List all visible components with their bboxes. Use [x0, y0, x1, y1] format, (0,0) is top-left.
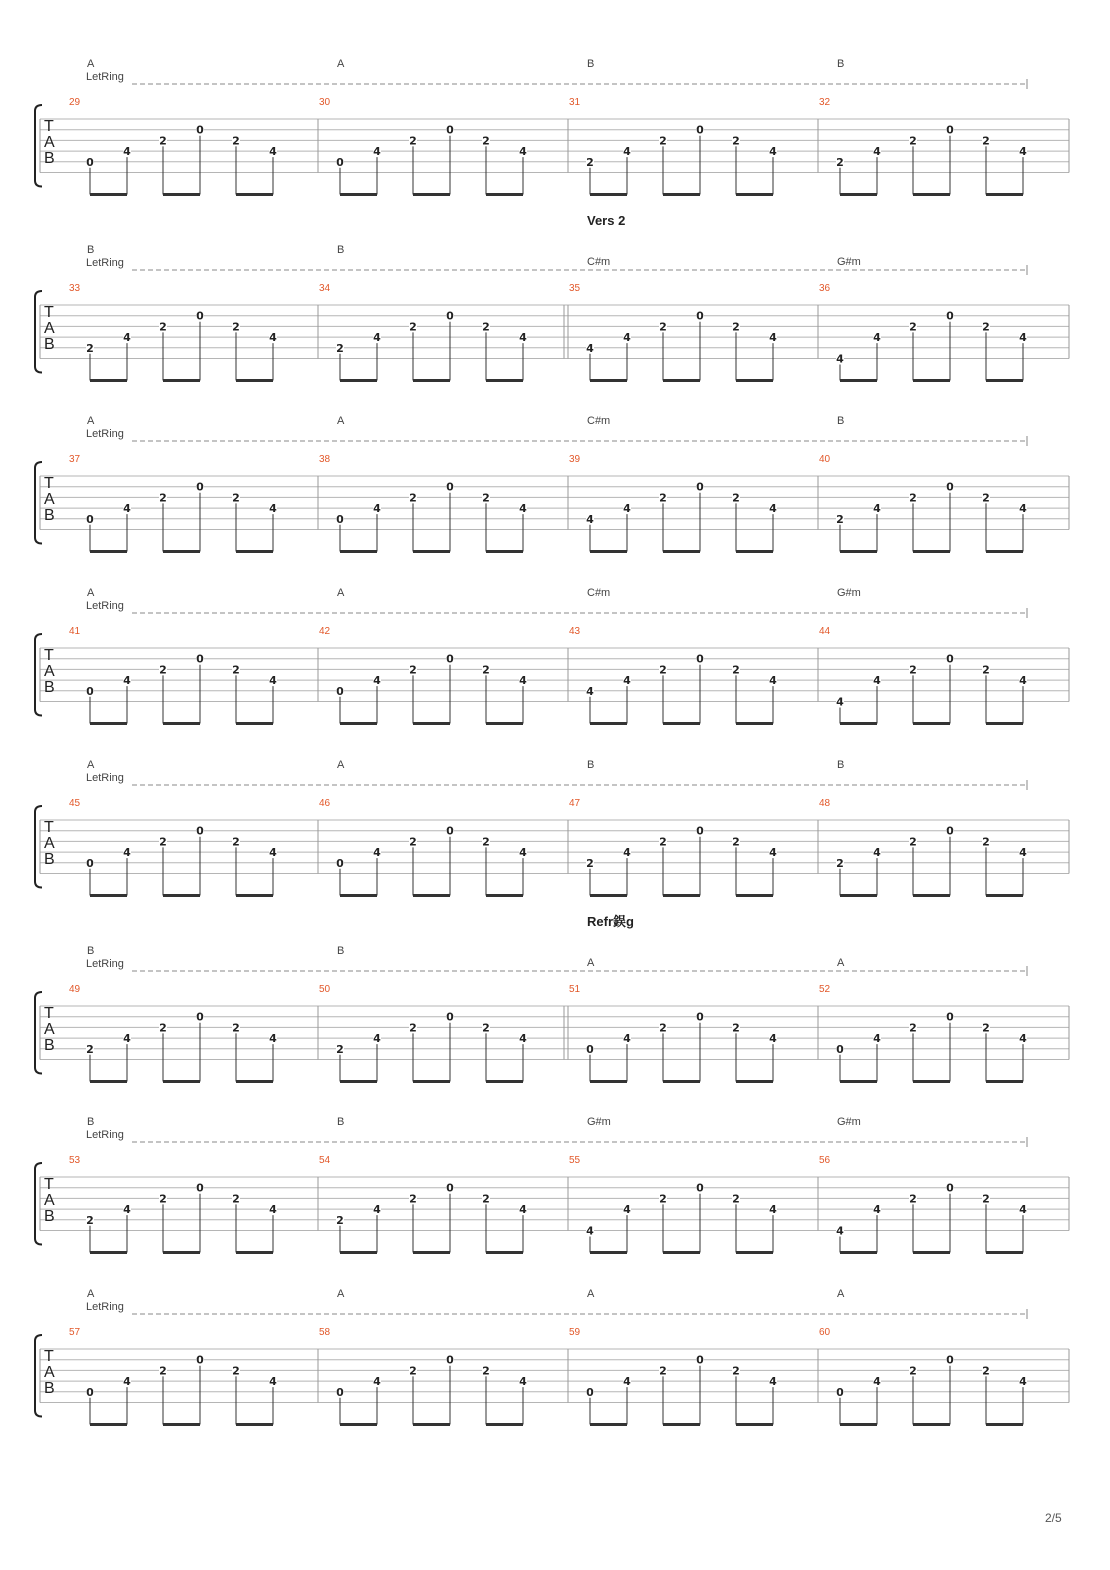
- fret-number: 4: [769, 1375, 777, 1389]
- fret-number: 4: [623, 674, 631, 688]
- fret-number: 2: [482, 663, 490, 677]
- fret-number: 0: [196, 1181, 204, 1195]
- fret-number: 2: [909, 491, 917, 505]
- fret-number: 2: [982, 1364, 990, 1378]
- fret-number: 4: [873, 1375, 881, 1389]
- bar-number: 39: [569, 454, 581, 465]
- fret-number: 4: [123, 674, 131, 688]
- chord-name: B: [587, 759, 595, 771]
- fret-number: 2: [159, 134, 167, 148]
- tab-clef-letter: T: [44, 647, 54, 664]
- fret-number: 2: [409, 1192, 417, 1206]
- fret-number: 2: [409, 663, 417, 677]
- fret-number: 4: [519, 331, 527, 345]
- chord-name: G#m: [837, 1116, 861, 1128]
- chord-name: A: [587, 1288, 595, 1300]
- fret-number: 4: [836, 352, 844, 366]
- system-bracket: [35, 105, 42, 187]
- fret-number: 4: [519, 674, 527, 688]
- fret-number: 0: [946, 480, 954, 494]
- fret-number: 4: [769, 846, 777, 860]
- fret-number: 2: [232, 663, 240, 677]
- chord-name: B: [337, 945, 345, 957]
- fret-number: 4: [123, 1032, 131, 1046]
- fret-number: 2: [909, 835, 917, 849]
- fret-number: 4: [1019, 1203, 1027, 1217]
- fret-number: 4: [769, 145, 777, 159]
- fret-number: 4: [269, 674, 277, 688]
- fret-number: 0: [446, 480, 454, 494]
- fret-number: 2: [909, 1364, 917, 1378]
- tab-clef-letter: A: [44, 491, 55, 508]
- fret-number: 0: [946, 824, 954, 838]
- tab-clef-letter: A: [44, 835, 55, 852]
- bar-number: 42: [319, 626, 331, 637]
- bar-number: 34: [319, 283, 331, 294]
- fret-number: 2: [232, 835, 240, 849]
- fret-number: 2: [409, 1364, 417, 1378]
- system-bracket: [35, 462, 42, 544]
- fret-number: 4: [1019, 846, 1027, 860]
- fret-number: 2: [982, 663, 990, 677]
- chord-name: B: [87, 1116, 95, 1128]
- chord-name: A: [337, 587, 345, 599]
- fret-number: 0: [336, 856, 344, 870]
- fret-number: 2: [336, 1042, 344, 1056]
- fret-number: 2: [482, 134, 490, 148]
- fret-number: 4: [519, 1032, 527, 1046]
- fret-number: 4: [586, 1224, 594, 1238]
- bar-number: 49: [69, 984, 81, 995]
- fret-number: 0: [696, 1010, 704, 1024]
- chord-name: A: [87, 1288, 95, 1300]
- fret-number: 2: [409, 320, 417, 334]
- fret-number: 0: [836, 1385, 844, 1399]
- fret-number: 2: [159, 491, 167, 505]
- tab-clef-letter: T: [44, 1348, 54, 1365]
- bar-number: 50: [319, 984, 331, 995]
- fret-number: 4: [873, 674, 881, 688]
- fret-number: 2: [586, 856, 594, 870]
- chord-name: A: [87, 587, 95, 599]
- fret-number: 4: [623, 1032, 631, 1046]
- fret-number: 0: [946, 123, 954, 137]
- fret-number: 4: [373, 846, 381, 860]
- fret-number: 2: [732, 663, 740, 677]
- fret-number: 2: [982, 491, 990, 505]
- fret-number: 2: [482, 1021, 490, 1035]
- bar-number: 59: [569, 1327, 581, 1338]
- fret-number: 2: [482, 1192, 490, 1206]
- fret-number: 2: [86, 1042, 94, 1056]
- fret-number: 0: [86, 155, 94, 169]
- tab-clef-letter: B: [44, 1037, 55, 1054]
- fret-number: 2: [982, 835, 990, 849]
- fret-number: 2: [336, 341, 344, 355]
- fret-number: 4: [269, 145, 277, 159]
- fret-number: 0: [196, 480, 204, 494]
- system-bracket: [35, 806, 42, 888]
- bar-number: 46: [319, 798, 331, 809]
- tab-clef-letter: A: [44, 134, 55, 151]
- bar-number: 48: [819, 798, 831, 809]
- fret-number: 0: [446, 824, 454, 838]
- chord-name: A: [837, 957, 845, 969]
- chord-name: C#m: [587, 256, 611, 268]
- fret-number: 2: [232, 1192, 240, 1206]
- page-number: 2/5: [1045, 1511, 1062, 1525]
- chord-name: A: [87, 415, 95, 427]
- section-marker: Refr鋘g: [587, 914, 634, 929]
- fret-number: 2: [159, 1192, 167, 1206]
- fret-number: 4: [269, 331, 277, 345]
- fret-number: 4: [769, 1203, 777, 1217]
- let-ring-label: LetRing: [86, 958, 124, 970]
- tab-clef-letter: B: [44, 507, 55, 524]
- bar-number: 31: [569, 97, 581, 108]
- fret-number: 4: [519, 1375, 527, 1389]
- chord-name: B: [337, 244, 345, 256]
- fret-number: 4: [873, 145, 881, 159]
- fret-number: 0: [196, 652, 204, 666]
- bar-number: 30: [319, 97, 331, 108]
- tab-clef-letter: A: [44, 1192, 55, 1209]
- fret-number: 0: [336, 1385, 344, 1399]
- tab-clef-letter: A: [44, 663, 55, 680]
- tab-clef-letter: T: [44, 475, 54, 492]
- fret-number: 4: [623, 1375, 631, 1389]
- fret-number: 2: [982, 320, 990, 334]
- fret-number: 0: [946, 652, 954, 666]
- fret-number: 2: [482, 1364, 490, 1378]
- fret-number: 0: [696, 1181, 704, 1195]
- fret-number: 4: [769, 674, 777, 688]
- tab-clef-letter: T: [44, 1005, 54, 1022]
- fret-number: 2: [232, 491, 240, 505]
- tab-clef-letter: T: [44, 1176, 54, 1193]
- fret-number: 0: [86, 1385, 94, 1399]
- fret-number: 0: [196, 309, 204, 323]
- fret-number: 4: [1019, 502, 1027, 516]
- tab-clef-letter: T: [44, 118, 54, 135]
- chord-name: B: [837, 759, 845, 771]
- fret-number: 0: [696, 1353, 704, 1367]
- bar-number: 40: [819, 454, 831, 465]
- fret-number: 2: [482, 835, 490, 849]
- fret-number: 4: [519, 846, 527, 860]
- bar-number: 47: [569, 798, 581, 809]
- fret-number: 0: [196, 123, 204, 137]
- fret-number: 4: [123, 1375, 131, 1389]
- fret-number: 4: [269, 1375, 277, 1389]
- fret-number: 4: [769, 502, 777, 516]
- fret-number: 4: [1019, 1032, 1027, 1046]
- fret-number: 0: [336, 512, 344, 526]
- fret-number: 0: [696, 480, 704, 494]
- fret-number: 2: [982, 134, 990, 148]
- bar-number: 60: [819, 1327, 831, 1338]
- bar-number: 55: [569, 1155, 581, 1166]
- fret-number: 0: [196, 1010, 204, 1024]
- fret-number: 2: [232, 320, 240, 334]
- fret-number: 4: [373, 502, 381, 516]
- chord-name: A: [337, 759, 345, 771]
- chord-name: C#m: [587, 587, 611, 599]
- chord-name: G#m: [837, 587, 861, 599]
- fret-number: 2: [482, 491, 490, 505]
- fret-number: 0: [446, 652, 454, 666]
- tab-clef-letter: A: [44, 320, 55, 337]
- fret-number: 0: [86, 512, 94, 526]
- fret-number: 2: [409, 491, 417, 505]
- fret-number: 4: [836, 695, 844, 709]
- fret-number: 2: [909, 320, 917, 334]
- fret-number: 2: [732, 1364, 740, 1378]
- fret-number: 2: [659, 1021, 667, 1035]
- chord-name: C#m: [587, 415, 611, 427]
- fret-number: 2: [909, 1021, 917, 1035]
- fret-number: 0: [836, 1042, 844, 1056]
- fret-number: 0: [946, 1010, 954, 1024]
- fret-number: 2: [659, 835, 667, 849]
- let-ring-label: LetRing: [86, 257, 124, 269]
- fret-number: 2: [909, 134, 917, 148]
- fret-number: 2: [836, 155, 844, 169]
- fret-number: 0: [196, 1353, 204, 1367]
- fret-number: 2: [336, 1213, 344, 1227]
- fret-number: 2: [732, 320, 740, 334]
- fret-number: 4: [623, 846, 631, 860]
- fret-number: 4: [373, 674, 381, 688]
- fret-number: 4: [373, 1032, 381, 1046]
- fret-number: 2: [732, 835, 740, 849]
- fret-number: 4: [123, 502, 131, 516]
- fret-number: 4: [769, 331, 777, 345]
- system-bracket: [35, 1163, 42, 1245]
- bar-number: 54: [319, 1155, 331, 1166]
- fret-number: 2: [482, 320, 490, 334]
- bar-number: 45: [69, 798, 81, 809]
- fret-number: 0: [946, 309, 954, 323]
- fret-number: 4: [873, 1203, 881, 1217]
- fret-number: 4: [586, 684, 594, 698]
- fret-number: 2: [232, 1021, 240, 1035]
- fret-number: 2: [159, 835, 167, 849]
- fret-number: 4: [623, 145, 631, 159]
- chord-name: A: [337, 1288, 345, 1300]
- fret-number: 0: [586, 1385, 594, 1399]
- let-ring-label: LetRing: [86, 600, 124, 612]
- fret-number: 2: [659, 134, 667, 148]
- fret-number: 2: [659, 663, 667, 677]
- fret-number: 2: [232, 1364, 240, 1378]
- fret-number: 2: [159, 1021, 167, 1035]
- fret-number: 4: [269, 1203, 277, 1217]
- fret-number: 2: [732, 134, 740, 148]
- fret-number: 0: [446, 309, 454, 323]
- fret-number: 4: [623, 331, 631, 345]
- bar-number: 44: [819, 626, 831, 637]
- fret-number: 4: [123, 331, 131, 345]
- bar-number: 56: [819, 1155, 831, 1166]
- fret-number: 2: [982, 1192, 990, 1206]
- bar-number: 43: [569, 626, 581, 637]
- fret-number: 2: [909, 1192, 917, 1206]
- chord-name: B: [837, 58, 845, 70]
- let-ring-label: LetRing: [86, 772, 124, 784]
- fret-number: 2: [586, 155, 594, 169]
- fret-number: 0: [946, 1353, 954, 1367]
- fret-number: 0: [696, 123, 704, 137]
- fret-number: 4: [373, 1375, 381, 1389]
- tab-clef-letter: B: [44, 679, 55, 696]
- fret-number: 4: [269, 1032, 277, 1046]
- fret-number: 4: [873, 331, 881, 345]
- fret-number: 2: [659, 320, 667, 334]
- fret-number: 0: [446, 1010, 454, 1024]
- bar-number: 29: [69, 97, 81, 108]
- bar-number: 37: [69, 454, 81, 465]
- fret-number: 4: [873, 502, 881, 516]
- fret-number: 0: [336, 155, 344, 169]
- system-bracket: [35, 992, 42, 1074]
- chord-name: A: [87, 759, 95, 771]
- fret-number: 0: [696, 824, 704, 838]
- fret-number: 4: [373, 1203, 381, 1217]
- tab-clef-letter: A: [44, 1364, 55, 1381]
- fret-number: 4: [269, 846, 277, 860]
- fret-number: 4: [519, 1203, 527, 1217]
- fret-number: 2: [836, 856, 844, 870]
- bar-number: 57: [69, 1327, 81, 1338]
- system-bracket: [35, 634, 42, 716]
- system-bracket: [35, 1335, 42, 1417]
- fret-number: 2: [409, 134, 417, 148]
- chord-name: B: [837, 415, 845, 427]
- fret-number: 4: [586, 512, 594, 526]
- fret-number: 0: [446, 1181, 454, 1195]
- fret-number: 0: [696, 309, 704, 323]
- fret-number: 2: [836, 512, 844, 526]
- bar-number: 36: [819, 283, 831, 294]
- fret-number: 4: [1019, 145, 1027, 159]
- fret-number: 0: [196, 824, 204, 838]
- fret-number: 0: [446, 1353, 454, 1367]
- fret-number: 2: [159, 320, 167, 334]
- fret-number: 4: [873, 846, 881, 860]
- let-ring-label: LetRing: [86, 71, 124, 83]
- tab-clef-letter: T: [44, 819, 54, 836]
- tab-clef-letter: B: [44, 150, 55, 167]
- let-ring-label: LetRing: [86, 1301, 124, 1313]
- fret-number: 2: [732, 1021, 740, 1035]
- fret-number: 0: [586, 1042, 594, 1056]
- fret-number: 4: [1019, 331, 1027, 345]
- chord-name: G#m: [587, 1116, 611, 1128]
- fret-number: 4: [623, 1203, 631, 1217]
- system-bracket: [35, 291, 42, 373]
- fret-number: 2: [909, 663, 917, 677]
- chord-name: B: [87, 945, 95, 957]
- fret-number: 4: [373, 145, 381, 159]
- fret-number: 2: [409, 1021, 417, 1035]
- fret-number: 0: [446, 123, 454, 137]
- fret-number: 4: [123, 1203, 131, 1217]
- fret-number: 2: [86, 1213, 94, 1227]
- fret-number: 2: [409, 835, 417, 849]
- fret-number: 4: [123, 145, 131, 159]
- chord-name: B: [337, 1116, 345, 1128]
- chord-name: A: [587, 957, 595, 969]
- chord-name: A: [87, 58, 95, 70]
- fret-number: 2: [86, 341, 94, 355]
- fret-number: 4: [519, 502, 527, 516]
- chord-name: B: [587, 58, 595, 70]
- tab-clef-letter: B: [44, 336, 55, 353]
- fret-number: 2: [659, 1364, 667, 1378]
- bar-number: 35: [569, 283, 581, 294]
- tab-clef-letter: B: [44, 1208, 55, 1225]
- bar-number: 51: [569, 984, 581, 995]
- chord-name: G#m: [837, 256, 861, 268]
- fret-number: 4: [1019, 1375, 1027, 1389]
- fret-number: 2: [159, 1364, 167, 1378]
- fret-number: 4: [123, 846, 131, 860]
- fret-number: 2: [982, 1021, 990, 1035]
- bar-number: 53: [69, 1155, 81, 1166]
- bar-number: 41: [69, 626, 81, 637]
- fret-number: 2: [732, 491, 740, 505]
- chord-name: B: [87, 244, 95, 256]
- fret-number: 4: [373, 331, 381, 345]
- chord-name: A: [337, 58, 345, 70]
- tab-clef-letter: A: [44, 1021, 55, 1038]
- fret-number: 4: [1019, 674, 1027, 688]
- tab-clef-letter: B: [44, 851, 55, 868]
- bar-number: 33: [69, 283, 81, 294]
- fret-number: 0: [696, 652, 704, 666]
- fret-number: 0: [86, 856, 94, 870]
- fret-number: 2: [659, 1192, 667, 1206]
- bar-number: 58: [319, 1327, 331, 1338]
- bar-number: 32: [819, 97, 831, 108]
- fret-number: 4: [269, 502, 277, 516]
- fret-number: 4: [873, 1032, 881, 1046]
- chord-name: A: [837, 1288, 845, 1300]
- fret-number: 2: [232, 134, 240, 148]
- section-marker: Vers 2: [587, 213, 626, 228]
- let-ring-label: LetRing: [86, 1129, 124, 1141]
- fret-number: 0: [86, 684, 94, 698]
- fret-number: 4: [519, 145, 527, 159]
- bar-number: 38: [319, 454, 331, 465]
- bar-number: 52: [819, 984, 831, 995]
- chord-name: A: [337, 415, 345, 427]
- fret-number: 4: [836, 1224, 844, 1238]
- fret-number: 2: [659, 491, 667, 505]
- fret-number: 0: [336, 684, 344, 698]
- fret-number: 4: [586, 341, 594, 355]
- fret-number: 4: [769, 1032, 777, 1046]
- tab-clef-letter: B: [44, 1380, 55, 1397]
- let-ring-label: LetRing: [86, 428, 124, 440]
- fret-number: 2: [732, 1192, 740, 1206]
- fret-number: 4: [623, 502, 631, 516]
- fret-number: 0: [946, 1181, 954, 1195]
- fret-number: 2: [159, 663, 167, 677]
- tab-clef-letter: T: [44, 304, 54, 321]
